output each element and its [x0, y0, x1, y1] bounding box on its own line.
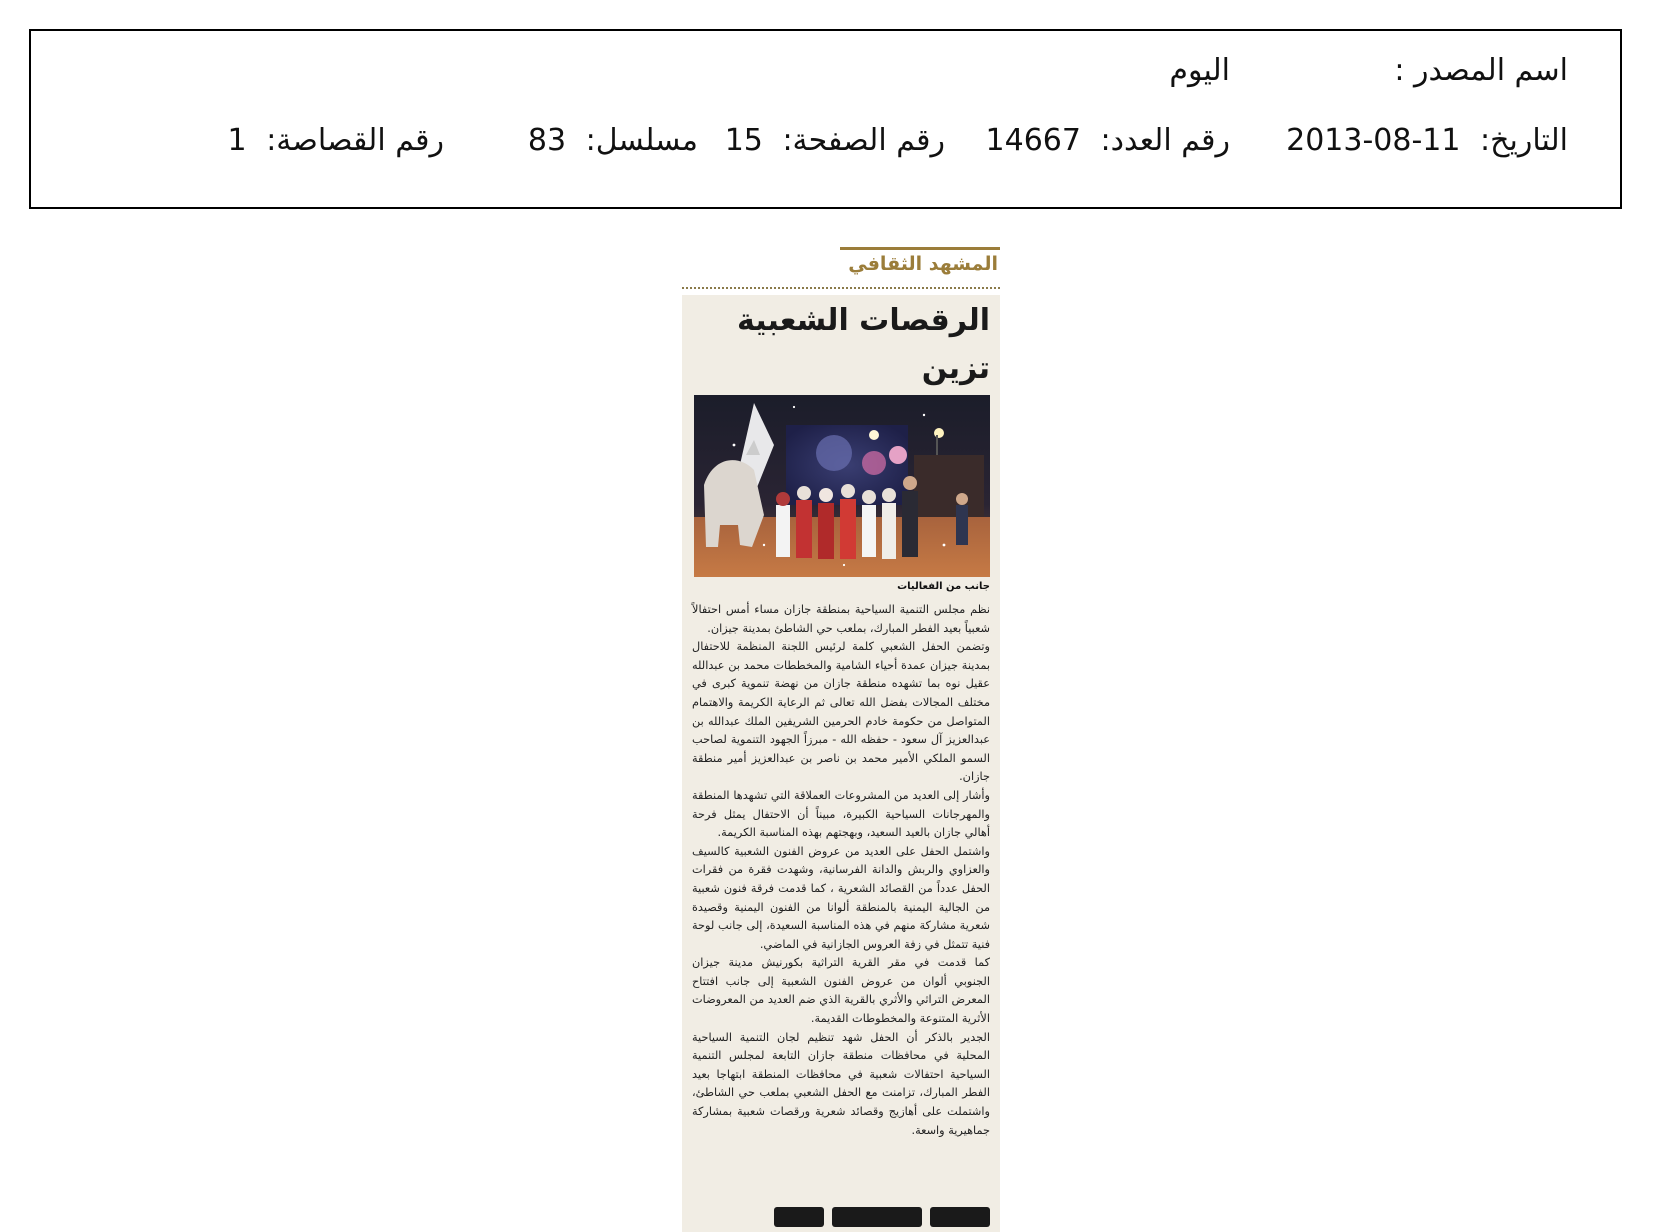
- section-title: المشهد الثقافي: [848, 253, 998, 275]
- page-field: [725, 123, 945, 158]
- page-label: رقم الصفحة:: [782, 123, 945, 158]
- date-value: 2013-08-11: [1286, 123, 1461, 158]
- article-paragraph: وتضمن الحفل الشعبي كلمة لرئيس اللجنة المنظمة للاحتفال بمدينة جيزان عمدة أحياء الشامية والمخططات محمد بن عبدالله عقيل نوه بما تشهده منطقة جازان من نهضة تنموية كبرى في مختلف المجالات بفضل الله تعالى ثم الرعاية الكريمة والاهتمام المتواصل من حكومة خادم الحرمين الشريفين الملك عبدالله بن عبدالعزيز آل سعود - حفظه الله - مبرزاً الجهود التنموية لصاحب السمو الملكي الأمير محمد بن ناصر بن عبدالعزيز أمير منطقة جازان.: [692, 640, 990, 784]
- article-paragraph: واشتمل الحفل على العديد من عروض الفنون الشعبية كالسيف والعزاوي والربش والدانة الفرسانية، وشهدت فقرة من فقرات الحفل عدداً من القصائد الشعرية ، كما قدمت فرقة فنون شعبية من الجالية اليمنية بالمنطقة ألوانا من الفنون اليمنية وقصيدة شعرية مشاركة منهم في هذه المناسبة السعيدة، إلى جانب لوحة فنية تتمثل في زفة العروس الجازانية في الماضي.: [692, 844, 990, 951]
- source-field: [1394, 53, 1568, 88]
- headline-line-1: الرقصات الشعبية تزين: [737, 303, 990, 386]
- article-body: [692, 601, 990, 1140]
- section-header: [682, 245, 1000, 289]
- clip-number-field: [228, 123, 444, 158]
- metadata-box: [29, 29, 1622, 209]
- clip-number-value: 1: [227, 123, 247, 158]
- next-article-headline-cutoff: [692, 1207, 990, 1232]
- serial-label: مسلسل:: [585, 123, 698, 158]
- newspaper-clipping: [682, 245, 1000, 1232]
- article-photo: [694, 395, 990, 577]
- date-field: [1286, 123, 1568, 158]
- article-paragraph: نظم مجلس التنمية السياحية بمنطقة جازان مساء أمس احتفالاً شعبياً بعيد الفطر المبارك، بملعب حي الشاطئ بمدينة جيزان.: [692, 603, 990, 635]
- issue-field: [986, 123, 1230, 158]
- article-paragraph: وأشار إلى العديد من المشروعات العملاقة التي تشهدها المنطقة والمهرجانات السياحية الكبيرة، مبيناً أن الاحتفال يمثل فرحة أهالي جازان بالعيد السعيد، وبهجتهم بهذه المناسبة الكريمة.: [692, 788, 990, 840]
- date-label: التاريخ:: [1480, 123, 1568, 158]
- source-label: اسم المصدر :: [1394, 53, 1568, 88]
- source-value: اليوم: [1169, 53, 1230, 88]
- issue-label: رقم العدد:: [1100, 123, 1230, 158]
- photo-caption: جانب من الفعاليات: [897, 581, 990, 592]
- section-rule: [840, 247, 1000, 250]
- article-paragraph: كما قدمت في مقر القرية التراثية بكورنيش مدينة جيزان الجنوبي ألوان من عروض الفنون الشعبية إلى جانب افتتاح المعرض التراثي والأثري بالقرية الذي ضم العديد من المعروضات الأثرية المتنوعة والمخطوطات القديمة.: [692, 956, 990, 1026]
- article-paragraph: الجدير بالذكر أن الحفل شهد تنظيم لجان التنمية السياحية المحلية في محافظات منطقة جازان التابعة لمجلس التنمية السياحية احتفالات شعبية في محافظات المنطقة ابتهاجا بعيد الفطر المبارك، تزامنت مع الحفل الشعبي بملعب حي الشاطئ، واشتملت على أهازيج وقصائد شعرية ورقصات شعبية بمشاركة جماهيرية واسعة.: [692, 1030, 990, 1137]
- clip-number-label: رقم القصاصة:: [266, 123, 444, 158]
- serial-field: [528, 123, 698, 158]
- serial-value: 83: [527, 123, 567, 158]
- page-value: 15: [724, 123, 763, 158]
- source-value-field: [1169, 53, 1230, 88]
- issue-value: 14667: [985, 123, 1081, 158]
- festival-photo-illustration: [694, 395, 990, 577]
